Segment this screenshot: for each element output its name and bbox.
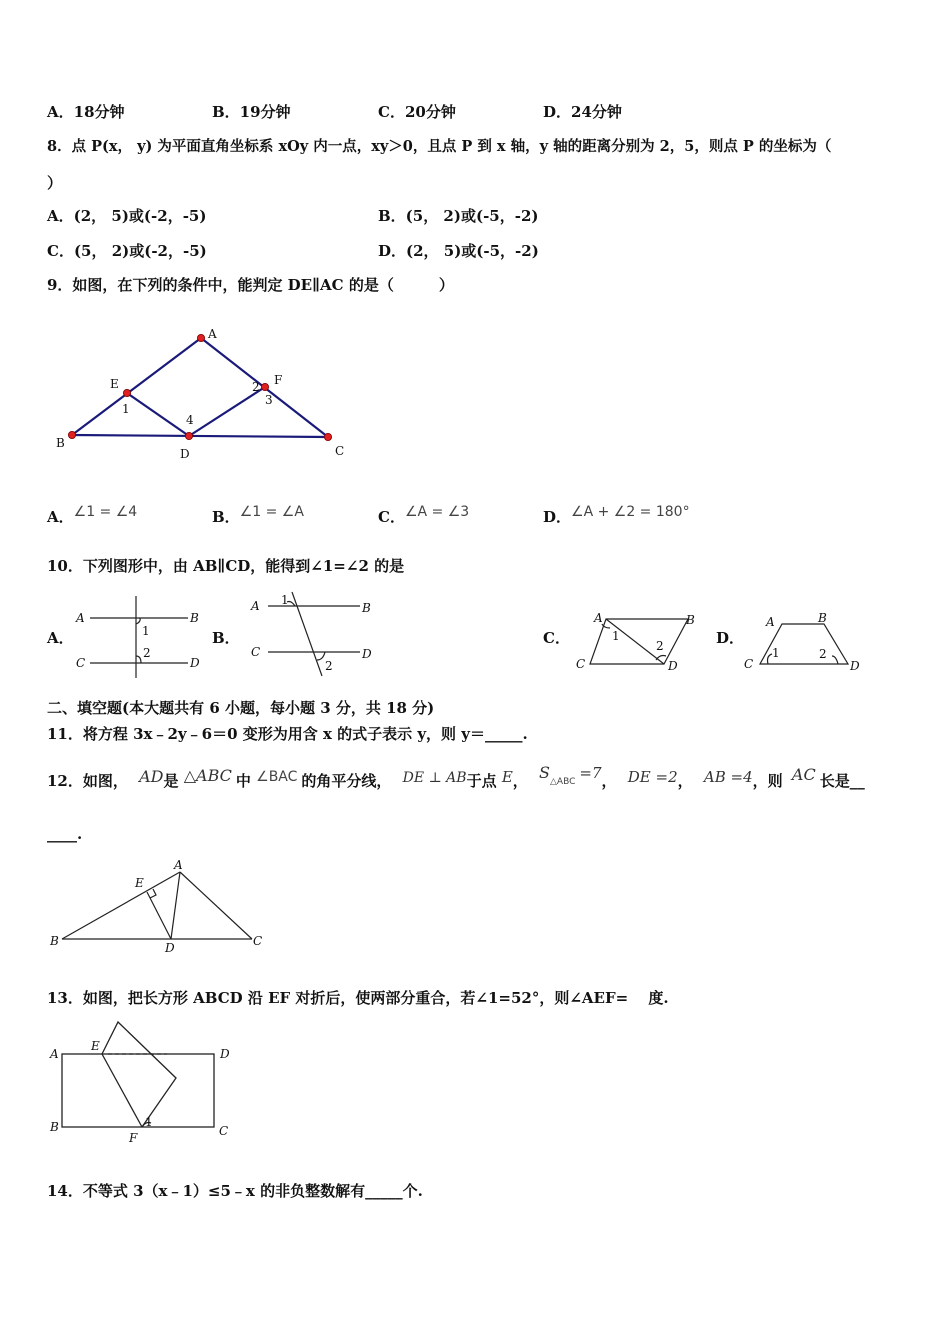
q9-option-c: [378, 504, 470, 528]
q12-part-8: ，: [677, 772, 693, 790]
q12-math-s: S: [539, 763, 551, 782]
q12-label-a: A: [174, 858, 183, 872]
q10-figure-d: [742, 608, 872, 676]
q10b-angle-1: 1: [281, 593, 289, 607]
q12-math-triangle: △ABC: [183, 766, 232, 785]
q9-option-d-math: ∠A + ∠2 = 180°: [571, 504, 690, 520]
q10-option-a-label: A．: [47, 629, 74, 647]
q10c-label-d: D: [668, 659, 678, 673]
q12-figure: [46, 855, 271, 955]
q13-text: 13．如图，把长方形 ABCD 沿 EF 对折后，使两部分重合，若∠1=52°，则∠AEF= 度.: [47, 989, 669, 1007]
q8-option-a: A．(2， 5)或(-2，-5): [47, 207, 207, 225]
q12-math-de: DE =2: [627, 768, 678, 786]
q14-text: 14．不等式 3（x﹣1）≤5﹣x 的非负整数解有_____个.: [47, 1182, 423, 1200]
q12-stem: [47, 763, 865, 794]
q9-angle-2: 2: [252, 380, 260, 394]
q8-stem: 8．点 P(x， y) 为平面直角坐标系 xOy 内一点，xy＞0，且点 P 到 x 轴，y 轴的距离分别为 2，5，则点 P 的坐标为（: [47, 138, 832, 155]
q8-stem-end: ）: [47, 174, 63, 192]
q10d-angle-1: 1: [772, 646, 780, 660]
q10-option-d-label: D．: [716, 629, 745, 647]
q13-angle-1: 1: [145, 1115, 153, 1129]
q12-part-9: ，则: [752, 772, 783, 790]
q12-label-c: C: [253, 934, 263, 948]
q12-math-s-sub: △ABC: [550, 777, 576, 787]
q10a-label-b: B: [190, 611, 199, 625]
q10c-label-a: A: [594, 611, 603, 625]
q9-option-b: [212, 504, 304, 528]
q10a-angle-2: 2: [143, 646, 151, 660]
q9-label-b: B: [56, 436, 65, 450]
q12-part-3: 中: [235, 772, 251, 790]
q9-label-e: E: [110, 377, 119, 391]
q9-label-f: F: [274, 373, 283, 387]
q12-part-4: 的角平分线，: [301, 772, 392, 790]
q10d-label-b: B: [818, 611, 827, 625]
q13-label-f: F: [129, 1131, 138, 1145]
q10c-angle-2: 2: [656, 639, 664, 653]
q10-option-c-label: C．: [543, 629, 570, 647]
q12-math-perp: DE ⊥ AB: [402, 770, 467, 786]
q12-part-2: 是: [163, 772, 179, 790]
q10d-label-d: D: [850, 659, 860, 673]
q10c-angle-1: 1: [612, 629, 620, 643]
q7-option-a: A．18分钟: [47, 103, 125, 121]
q9-option-c-label: C．: [378, 508, 405, 526]
q10c-label-b: B: [686, 613, 695, 627]
q9-option-b-label: B．: [212, 508, 240, 526]
q10-figure-c: [572, 608, 702, 676]
q12-label-e: E: [135, 876, 144, 890]
q10d-angle-2: 2: [819, 647, 827, 661]
q13-label-e: E: [91, 1039, 100, 1053]
q7-option-b: B．19分钟: [212, 103, 291, 121]
q12-label-d: D: [165, 941, 175, 955]
q10b-label-b: B: [362, 601, 371, 615]
q10a-angle-1: 1: [142, 624, 150, 638]
q8-option-d: D．(2， 5)或(-5，-2): [378, 242, 539, 260]
q12-label-b: B: [50, 934, 59, 948]
q8-option-c: C．(5， 2)或(-2，-5): [47, 242, 207, 260]
q10-stem: 10．下列图形中，由 AB∥CD，能得到∠1=∠2 的是: [47, 557, 405, 575]
q9-option-a: [47, 504, 138, 528]
q9-angle-1: 1: [122, 402, 130, 416]
q13-label-c: C: [219, 1124, 229, 1138]
q10d-label-c: C: [744, 657, 754, 671]
q9-figure: [50, 325, 350, 465]
q12-blank: ____.: [47, 825, 83, 843]
q10a-label-c: C: [76, 656, 86, 670]
q12-math-s-eq: =7: [579, 764, 602, 782]
q9-label-a: A: [208, 327, 217, 341]
q9-option-b-math: ∠1 = ∠A: [239, 504, 304, 520]
q9-option-d: [543, 504, 690, 528]
q10-figure-b: [248, 588, 388, 682]
q10b-angle-2: 2: [325, 659, 333, 673]
q9-angle-3: 3: [265, 393, 273, 407]
q9-label-c: C: [335, 444, 345, 458]
q12-math-ad: AD: [139, 767, 164, 786]
q10a-label-d: D: [190, 656, 200, 670]
q12-math-e: E: [501, 768, 513, 786]
q8-option-b: B．(5， 2)或(-5，-2): [378, 207, 539, 225]
q12-part-10: 长是__: [819, 772, 865, 790]
q12-math-ab: AB =4: [703, 768, 753, 786]
q12-math-ac: AC: [791, 765, 816, 784]
q10b-label-c: C: [251, 645, 261, 659]
q9-stem: 9．如图，在下列的条件中，能判定 DE∥AC 的是（ ）: [47, 276, 454, 294]
q12-part-7: ，: [601, 772, 617, 790]
q12-math-angle: ∠BAC: [256, 769, 298, 785]
q12-part-5: 于点: [466, 772, 497, 790]
q13-label-d: D: [220, 1047, 230, 1061]
q9-option-d-label: D．: [543, 508, 572, 526]
q13-label-a: A: [50, 1047, 59, 1061]
q11-text: 11．将方程 3x﹣2y﹣6＝0 变形为用含 x 的式子表示 y，则 y＝_____.: [47, 725, 528, 743]
q12-part-6: ，: [512, 772, 528, 790]
q10a-label-a: A: [76, 611, 85, 625]
q7-option-c: C．20分钟: [378, 103, 456, 121]
q13-label-b: B: [50, 1120, 59, 1134]
q10b-label-d: D: [362, 647, 372, 661]
q9-label-d: D: [180, 447, 190, 461]
q10c-label-c: C: [576, 657, 586, 671]
q9-option-a-label: A．: [47, 508, 74, 526]
q10-option-b-label: B．: [212, 629, 240, 647]
q9-option-c-math: ∠A = ∠3: [404, 504, 470, 520]
q9-angle-4: 4: [186, 413, 194, 427]
q10b-label-a: A: [251, 599, 260, 613]
q13-figure: [46, 1018, 246, 1148]
q12-part-1: 12．如图，: [47, 772, 128, 790]
q10-figure-a: [72, 592, 212, 682]
q9-option-a-math: ∠1 = ∠4: [73, 504, 138, 520]
q7-option-d: D．24分钟: [543, 103, 622, 121]
section-title-fill-in: 二、填空题(本大题共有 6 小题，每小题 3 分，共 18 分): [47, 699, 435, 717]
q10d-label-a: A: [766, 615, 775, 629]
